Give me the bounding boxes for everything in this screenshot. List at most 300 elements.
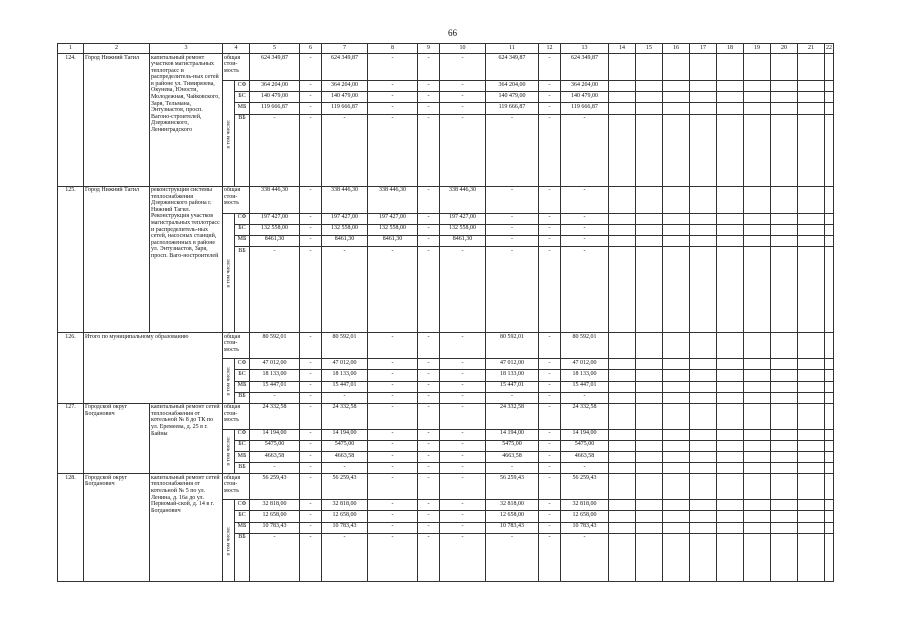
empty-cell	[798, 429, 825, 440]
column-header: 9	[418, 44, 440, 54]
empty-cell	[636, 370, 663, 381]
empty-cell	[825, 247, 834, 333]
empty-cell	[636, 533, 663, 581]
value-cell: 140 479,00	[322, 92, 368, 103]
empty-cell	[744, 333, 771, 359]
value-cell: 15 447,01	[486, 381, 539, 392]
empty-cell	[825, 511, 834, 522]
empty-cell	[663, 224, 690, 235]
empty-cell	[609, 474, 636, 500]
value-cell: 624 349,87	[250, 54, 300, 81]
value-cell: 132 558,00	[368, 224, 418, 235]
work-description: капитальный ремонт сетей теплоснабжения от котельной № 8 до ТК по ул. Еремеева, д. 25 в г. Байны	[150, 403, 223, 474]
empty-cell	[744, 403, 771, 429]
column-header: 13	[561, 44, 609, 54]
value-cell: -	[300, 370, 322, 381]
empty-cell	[798, 333, 825, 359]
value-cell: -	[440, 392, 486, 403]
value-cell: 140 479,00	[486, 92, 539, 103]
value-cell: 56 259,43	[561, 474, 609, 500]
value-cell: 14 194,00	[561, 429, 609, 440]
funding-source-code: ВБ	[235, 114, 250, 186]
value-cell: 132 558,00	[250, 224, 300, 235]
empty-cell	[744, 224, 771, 235]
empty-cell	[609, 81, 636, 92]
value-cell: -	[539, 429, 561, 440]
empty-cell	[636, 92, 663, 103]
value-cell: -	[250, 463, 300, 474]
empty-cell	[825, 81, 834, 92]
value-cell: -	[368, 247, 418, 333]
value-cell: -	[300, 381, 322, 392]
empty-cell	[636, 213, 663, 224]
value-cell: 18 133,00	[322, 370, 368, 381]
empty-cell	[663, 500, 690, 511]
value-cell: -	[539, 392, 561, 403]
empty-cell	[744, 114, 771, 186]
empty-cell	[717, 522, 744, 533]
value-cell: -	[539, 370, 561, 381]
empty-cell	[663, 247, 690, 333]
value-cell: 119 666,87	[250, 103, 300, 114]
value-cell: 47 012,00	[486, 359, 539, 370]
value-cell: -	[368, 522, 418, 533]
empty-cell	[771, 224, 798, 235]
value-cell: -	[418, 403, 440, 429]
value-cell: -	[418, 474, 440, 500]
empty-cell	[717, 235, 744, 246]
empty-cell	[825, 474, 834, 500]
empty-cell	[825, 213, 834, 224]
column-header: 3	[150, 44, 223, 54]
value-cell: 56 259,43	[322, 474, 368, 500]
value-cell: 24 332,58	[322, 403, 368, 429]
value-cell: -	[418, 522, 440, 533]
value-cell: -	[440, 429, 486, 440]
column-header: 8	[368, 44, 418, 54]
empty-cell	[663, 463, 690, 474]
value-cell: 80 592,01	[561, 333, 609, 359]
empty-cell	[609, 213, 636, 224]
empty-cell	[663, 533, 690, 581]
value-cell: 15 447,01	[561, 381, 609, 392]
empty-cell	[690, 511, 717, 522]
value-cell: 10 783,43	[322, 522, 368, 533]
value-cell: 197 427,00	[440, 213, 486, 224]
empty-cell	[744, 103, 771, 114]
empty-cell	[744, 381, 771, 392]
value-cell: -	[300, 247, 322, 333]
including-label: в том числе:	[223, 81, 235, 187]
empty-cell	[744, 213, 771, 224]
empty-cell	[636, 247, 663, 333]
value-cell: 80 592,01	[322, 333, 368, 359]
empty-cell	[771, 333, 798, 359]
value-cell: -	[418, 81, 440, 92]
value-cell: -	[368, 114, 418, 186]
value-cell: 4663,58	[322, 452, 368, 463]
empty-cell	[798, 452, 825, 463]
empty-cell	[690, 522, 717, 533]
value-cell: -	[440, 54, 486, 81]
value-cell: -	[418, 92, 440, 103]
table-row	[58, 474, 834, 500]
empty-cell	[690, 235, 717, 246]
funding-source-code: МБ	[235, 235, 250, 246]
empty-cell	[771, 440, 798, 451]
funding-source-code: МБ	[235, 381, 250, 392]
empty-cell	[663, 474, 690, 500]
value-cell: 18 133,00	[486, 370, 539, 381]
value-cell: -	[322, 463, 368, 474]
funding-source-code: БС	[235, 224, 250, 235]
empty-cell	[690, 247, 717, 333]
empty-cell	[690, 114, 717, 186]
empty-cell	[717, 370, 744, 381]
empty-cell	[771, 429, 798, 440]
value-cell: -	[440, 114, 486, 186]
empty-cell	[744, 440, 771, 451]
empty-cell	[609, 463, 636, 474]
empty-cell	[771, 500, 798, 511]
value-cell: -	[486, 533, 539, 581]
funding-source-code: СФ	[235, 500, 250, 511]
municipality: Город Нижний Тагил	[84, 54, 150, 187]
empty-cell	[825, 103, 834, 114]
empty-cell	[771, 511, 798, 522]
empty-cell	[663, 81, 690, 92]
budget-table	[57, 43, 834, 582]
including-label: в том числе:	[223, 500, 235, 582]
value-cell: -	[300, 81, 322, 92]
funding-source-code: ВБ	[235, 463, 250, 474]
empty-cell	[636, 235, 663, 246]
value-cell: -	[418, 452, 440, 463]
empty-cell	[690, 54, 717, 81]
column-header: 16	[663, 44, 690, 54]
value-cell: -	[440, 359, 486, 370]
value-cell: 364 204,00	[250, 81, 300, 92]
empty-cell	[798, 403, 825, 429]
value-cell: -	[539, 114, 561, 186]
value-cell: 5475,00	[486, 440, 539, 451]
value-cell: 56 259,43	[250, 474, 300, 500]
value-cell: -	[418, 511, 440, 522]
total-cost-label: общая стои-мость	[223, 474, 250, 500]
empty-cell	[636, 54, 663, 81]
value-cell: -	[368, 474, 418, 500]
empty-cell	[717, 452, 744, 463]
value-cell: -	[539, 511, 561, 522]
value-cell: -	[368, 533, 418, 581]
value-cell: -	[539, 103, 561, 114]
value-cell: 140 479,00	[250, 92, 300, 103]
empty-cell	[771, 235, 798, 246]
empty-cell	[798, 213, 825, 224]
empty-cell	[636, 500, 663, 511]
value-cell: 14 194,00	[250, 429, 300, 440]
value-cell: 338 446,30	[250, 186, 300, 213]
empty-cell	[609, 92, 636, 103]
value-cell: -	[539, 500, 561, 511]
including-label: в том числе:	[223, 359, 235, 404]
value-cell: 8461,30	[250, 235, 300, 246]
value-cell: -	[440, 440, 486, 451]
empty-cell	[825, 463, 834, 474]
empty-cell	[798, 54, 825, 81]
including-label: в том числе:	[223, 429, 235, 474]
empty-cell	[825, 370, 834, 381]
value-cell: -	[418, 381, 440, 392]
empty-cell	[825, 54, 834, 81]
value-cell: 5475,00	[250, 440, 300, 451]
value-cell: -	[486, 235, 539, 246]
value-cell: -	[300, 103, 322, 114]
empty-cell	[825, 533, 834, 581]
empty-cell	[744, 500, 771, 511]
empty-cell	[798, 92, 825, 103]
value-cell: -	[418, 247, 440, 333]
empty-cell	[717, 224, 744, 235]
value-cell: -	[368, 381, 418, 392]
empty-cell	[798, 359, 825, 370]
value-cell: -	[561, 186, 609, 213]
empty-cell	[771, 381, 798, 392]
total-cost-label: общая стои-мость	[223, 403, 250, 429]
empty-cell	[744, 54, 771, 81]
column-header: 5	[250, 44, 300, 54]
empty-cell	[798, 370, 825, 381]
value-cell: -	[440, 522, 486, 533]
empty-cell	[690, 213, 717, 224]
empty-cell	[663, 403, 690, 429]
empty-cell	[636, 463, 663, 474]
value-cell: -	[539, 213, 561, 224]
empty-cell	[717, 474, 744, 500]
empty-cell	[825, 359, 834, 370]
empty-cell	[744, 359, 771, 370]
empty-cell	[825, 186, 834, 213]
empty-cell	[663, 370, 690, 381]
value-cell: -	[418, 103, 440, 114]
row-number: 125.	[58, 186, 84, 333]
empty-cell	[609, 186, 636, 213]
value-cell: -	[539, 403, 561, 429]
empty-cell	[825, 224, 834, 235]
value-cell: 80 592,01	[250, 333, 300, 359]
empty-cell	[771, 213, 798, 224]
row-number: 128.	[58, 474, 84, 582]
empty-cell	[825, 114, 834, 186]
empty-cell	[717, 213, 744, 224]
empty-cell	[744, 235, 771, 246]
empty-cell	[609, 429, 636, 440]
value-cell: -	[418, 224, 440, 235]
empty-cell	[636, 381, 663, 392]
empty-cell	[609, 522, 636, 533]
funding-source-code: БС	[235, 440, 250, 451]
empty-cell	[609, 452, 636, 463]
value-cell: -	[539, 463, 561, 474]
empty-cell	[636, 114, 663, 186]
empty-cell	[663, 186, 690, 213]
column-header: 19	[744, 44, 771, 54]
value-cell: -	[539, 81, 561, 92]
empty-cell	[690, 452, 717, 463]
column-header: 21	[798, 44, 825, 54]
empty-cell	[798, 186, 825, 213]
municipality: Город Нижний Тагил	[84, 186, 150, 333]
empty-cell	[825, 403, 834, 429]
empty-cell	[798, 522, 825, 533]
value-cell: -	[539, 224, 561, 235]
empty-cell	[771, 474, 798, 500]
empty-cell	[798, 103, 825, 114]
value-cell: -	[418, 440, 440, 451]
empty-cell	[771, 247, 798, 333]
value-cell: -	[368, 463, 418, 474]
value-cell: -	[440, 247, 486, 333]
empty-cell	[609, 370, 636, 381]
empty-cell	[771, 452, 798, 463]
value-cell: -	[539, 440, 561, 451]
value-cell: -	[486, 186, 539, 213]
value-cell: -	[322, 247, 368, 333]
empty-cell	[609, 359, 636, 370]
value-cell: 4663,58	[486, 452, 539, 463]
column-header: 17	[690, 44, 717, 54]
value-cell: -	[300, 440, 322, 451]
column-header: 22	[825, 44, 834, 54]
value-cell: -	[539, 359, 561, 370]
empty-cell	[717, 186, 744, 213]
value-cell: -	[440, 81, 486, 92]
empty-cell	[609, 103, 636, 114]
empty-cell	[798, 392, 825, 403]
value-cell: -	[300, 463, 322, 474]
funding-source-code: БС	[235, 92, 250, 103]
value-cell: -	[300, 403, 322, 429]
row-number: 124.	[58, 54, 84, 187]
value-cell: -	[418, 114, 440, 186]
table-row	[58, 403, 834, 429]
column-header: 7	[322, 44, 368, 54]
value-cell: -	[368, 440, 418, 451]
empty-cell	[825, 92, 834, 103]
value-cell: -	[368, 103, 418, 114]
value-cell: 132 558,00	[440, 224, 486, 235]
empty-cell	[771, 522, 798, 533]
empty-cell	[798, 224, 825, 235]
value-cell: -	[368, 333, 418, 359]
funding-source-code: СФ	[235, 81, 250, 92]
column-header: 10	[440, 44, 486, 54]
empty-cell	[798, 381, 825, 392]
empty-cell	[690, 500, 717, 511]
empty-cell	[717, 81, 744, 92]
value-cell: -	[368, 359, 418, 370]
empty-cell	[825, 500, 834, 511]
value-cell: 119 666,87	[486, 103, 539, 114]
column-header: 4	[223, 44, 250, 54]
value-cell: -	[368, 81, 418, 92]
value-cell: 5475,00	[561, 440, 609, 451]
value-cell: -	[486, 224, 539, 235]
value-cell: -	[418, 500, 440, 511]
value-cell: 119 666,87	[322, 103, 368, 114]
empty-cell	[663, 392, 690, 403]
empty-cell	[636, 474, 663, 500]
empty-cell	[690, 533, 717, 581]
empty-cell	[771, 81, 798, 92]
empty-cell	[744, 370, 771, 381]
value-cell: -	[300, 474, 322, 500]
empty-cell	[717, 381, 744, 392]
value-cell: 32 818,00	[561, 500, 609, 511]
value-cell: -	[561, 392, 609, 403]
column-header: 6	[300, 44, 322, 54]
value-cell: 12 658,00	[486, 511, 539, 522]
value-cell: 10 783,43	[250, 522, 300, 533]
value-cell: -	[539, 533, 561, 581]
empty-cell	[663, 333, 690, 359]
value-cell: -	[300, 511, 322, 522]
value-cell: 197 427,00	[368, 213, 418, 224]
value-cell: 624 349,87	[322, 54, 368, 81]
funding-source-code: СФ	[235, 359, 250, 370]
value-cell: -	[561, 114, 609, 186]
empty-cell	[717, 403, 744, 429]
value-cell: -	[486, 247, 539, 333]
empty-cell	[771, 186, 798, 213]
column-header: 18	[717, 44, 744, 54]
value-cell: -	[561, 533, 609, 581]
empty-cell	[690, 359, 717, 370]
empty-cell	[690, 463, 717, 474]
value-cell: -	[368, 392, 418, 403]
value-cell: -	[418, 54, 440, 81]
value-cell: -	[418, 370, 440, 381]
total-caption: Итого по муниципальному образованию	[84, 333, 223, 404]
value-cell: -	[561, 235, 609, 246]
value-cell: 4663,58	[561, 452, 609, 463]
row-number: 126.	[58, 333, 84, 404]
value-cell: -	[440, 381, 486, 392]
empty-cell	[825, 333, 834, 359]
empty-cell	[663, 213, 690, 224]
empty-cell	[663, 522, 690, 533]
empty-cell	[798, 511, 825, 522]
empty-cell	[690, 186, 717, 213]
empty-cell	[636, 81, 663, 92]
value-cell: 14 194,00	[486, 429, 539, 440]
empty-cell	[798, 533, 825, 581]
empty-cell	[690, 381, 717, 392]
empty-cell	[663, 114, 690, 186]
value-cell: 624 349,87	[561, 54, 609, 81]
value-cell: 15 447,01	[322, 381, 368, 392]
empty-cell	[663, 511, 690, 522]
total-cost-label: общая стои-мость	[223, 186, 250, 213]
empty-cell	[690, 370, 717, 381]
empty-cell	[609, 440, 636, 451]
value-cell: -	[440, 500, 486, 511]
value-cell: -	[561, 224, 609, 235]
empty-cell	[744, 186, 771, 213]
value-cell: -	[300, 533, 322, 581]
value-cell: 10 783,43	[561, 522, 609, 533]
empty-cell	[609, 333, 636, 359]
